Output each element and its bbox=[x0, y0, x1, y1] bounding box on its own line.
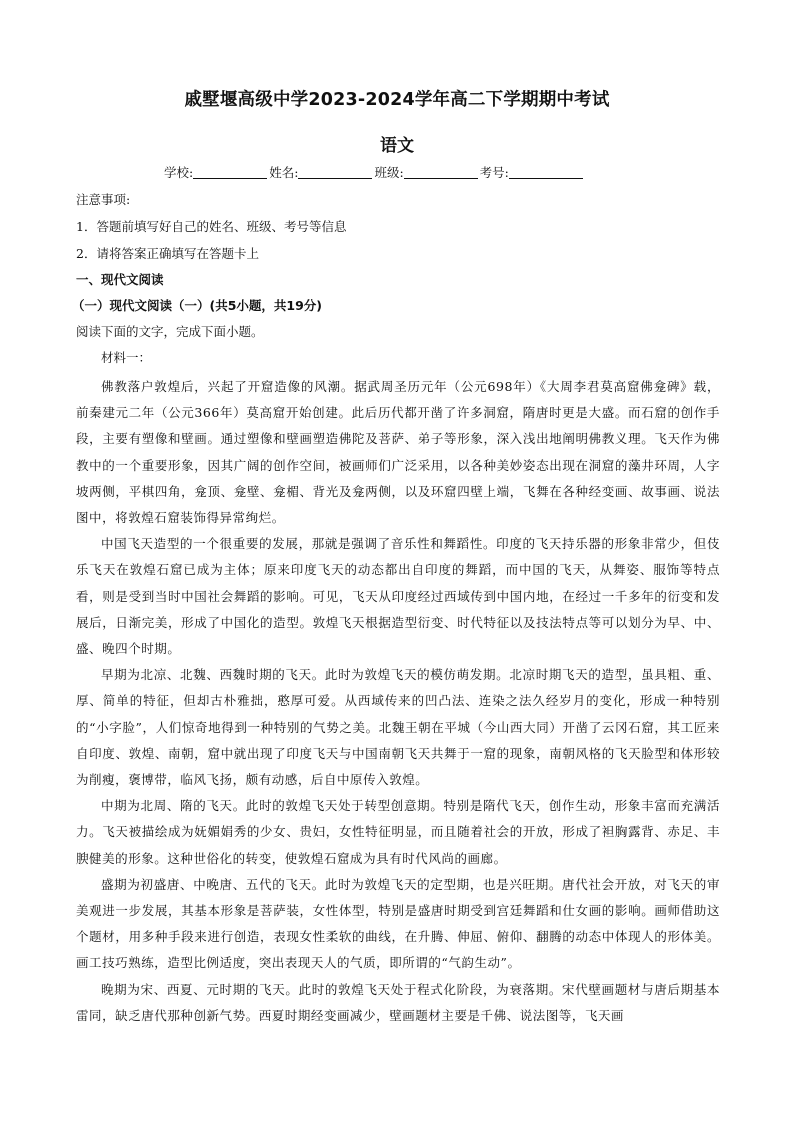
name-blank[interactable] bbox=[298, 166, 372, 179]
section-heading: 一、现代文阅读 bbox=[76, 272, 164, 287]
material-label: 材料一： bbox=[101, 350, 152, 365]
notes-item-1: 1．答题前填写好自己的姓名、班级、考号等信息 bbox=[76, 219, 347, 234]
name-label: 姓名: bbox=[269, 165, 299, 180]
notes-item-2: 2．请将答案正确填写在答题卡上 bbox=[76, 246, 259, 261]
paragraph: 佛教落户敦煌后，兴起了开窟造像的风潮。据武周圣历元年（公元698年）《大周李君莫高窟佛龛碑》载，前秦建元二年（公元366年）莫高窟开始创建。此后历代都开凿了许多洞窟，隋唐时更是大盛。而石窟的创作手段，主要有塑像和壁画。通过塑像和壁画塑造佛陀及菩萨、弟子等形象，深入浅出地阐明佛教义理。飞天作为佛教中的一个重要形象，因其广阔的创作空间，被画师们广泛采用，以各种美妙姿态出现在洞窟的藻井环周，人字坡两侧，平棋四角，龛顶、龛壁、龛楣、背光及龛两侧，以及环窟四壁上端，飞舞在各种经变画、故事画、说法图中，将敦煌石窟装饰得异常绚烂。 bbox=[76, 379, 720, 526]
paragraph: 中国飞天造型的一个很重要的发展，那就是强调了音乐性和舞蹈性。印度的飞天持乐器的形象非常少，但伎乐飞天在敦煌石窟已成为主体；原来印度飞天的动态都出自印度的舞蹈，而中国的飞天，从舞姿、服饰等特点看，则是受到当时中国社会舞蹈的影响。可见，飞天从印度经过西域传到中国内地，在经过一千多年的衍变和发展后，日渐完美，形成了中国化的造型。敦煌飞天根据造型衍变、时代特征以及技法特点等可以划分为早、中、盛、晚四个时期。 bbox=[76, 536, 720, 657]
exam-title: 戚墅堰高级中学2023-2024学年高二下学期期中考试 bbox=[184, 90, 610, 110]
school-blank[interactable] bbox=[193, 166, 267, 179]
student-info-line bbox=[164, 163, 644, 181]
passage-body bbox=[76, 374, 720, 1029]
notes-heading: 注意事项: bbox=[76, 192, 131, 207]
class-blank[interactable] bbox=[404, 166, 478, 179]
class-label: 班级: bbox=[374, 165, 404, 180]
exam-number-blank[interactable] bbox=[509, 166, 583, 179]
paragraph: 盛期为初盛唐、中晚唐、五代的飞天。此时为敦煌飞天的定型期，也是兴旺期。唐代社会开放，对飞天的审美观进一步发展，其基本形象是菩萨装，女性体型，特别是盛唐时期受到宫廷舞蹈和仕女画的影响。画师借助这个题材，用多种手段来进行创造，表现女性柔软的曲线，在升腾、伸屈、俯仰、翻腾的动态中体现人的形体美。画工技巧熟练，造型比例适度，突出表现天人的气质，即所谓的“气韵生动”。 bbox=[76, 876, 720, 971]
exam-number-label: 考号: bbox=[479, 165, 509, 180]
paragraph: 早期为北凉、北魏、西魏时期的飞天。此时为敦煌飞天的模仿萌发期。北凉时期飞天的造型，虽具粗、重、厚、简单的特征，但却古朴雅拙，憨厚可爱。从西域传来的凹凸法、连染之法久经岁月的变化，形成一种特别的“小字脸”，人们惊奇地得到一种特别的气势之美。北魏王朝在平城（今山西大同）开凿了云冈石窟，其工匠来自印度、敦煌、南朝，窟中就出现了印度飞天与中国南朝飞天共舞于一窟的现象，南朝风格的飞天脸型和体形较为削瘦，褒博带，临风飞扬，颇有动感，后自中原传入敦煌。 bbox=[76, 667, 720, 788]
section-subheading: （一）现代文阅读（一）(共5小题，共19分) bbox=[72, 298, 323, 313]
paragraph: 中期为北周、隋的飞天。此时的敦煌飞天处于转型创意期。特别是隋代飞天，创作生动，形象丰富而充满活力。飞天被描绘成为妩媚娟秀的少女、贵妇，女性特征明显，而且随着社会的开放，形成了袒胸露背、赤足、丰腴健美的形象。这种世俗化的转变，使敦煌石窟成为具有时代风尚的画廊。 bbox=[76, 798, 720, 866]
paragraph: 晚期为宋、西夏、元时期的飞天。此时的敦煌飞天处于程式化阶段，为衰落期。宋代壁画题材与唐后期基本雷同，缺乏唐代那种创新气势。西夏时期经变画减少，壁画题材主要是千佛、说法图等，飞天画 bbox=[76, 981, 720, 1023]
subject-title: 语文 bbox=[380, 136, 414, 156]
instruction-text: 阅读下面的文字，完成下面小题。 bbox=[76, 324, 264, 339]
school-label: 学校: bbox=[164, 165, 194, 180]
